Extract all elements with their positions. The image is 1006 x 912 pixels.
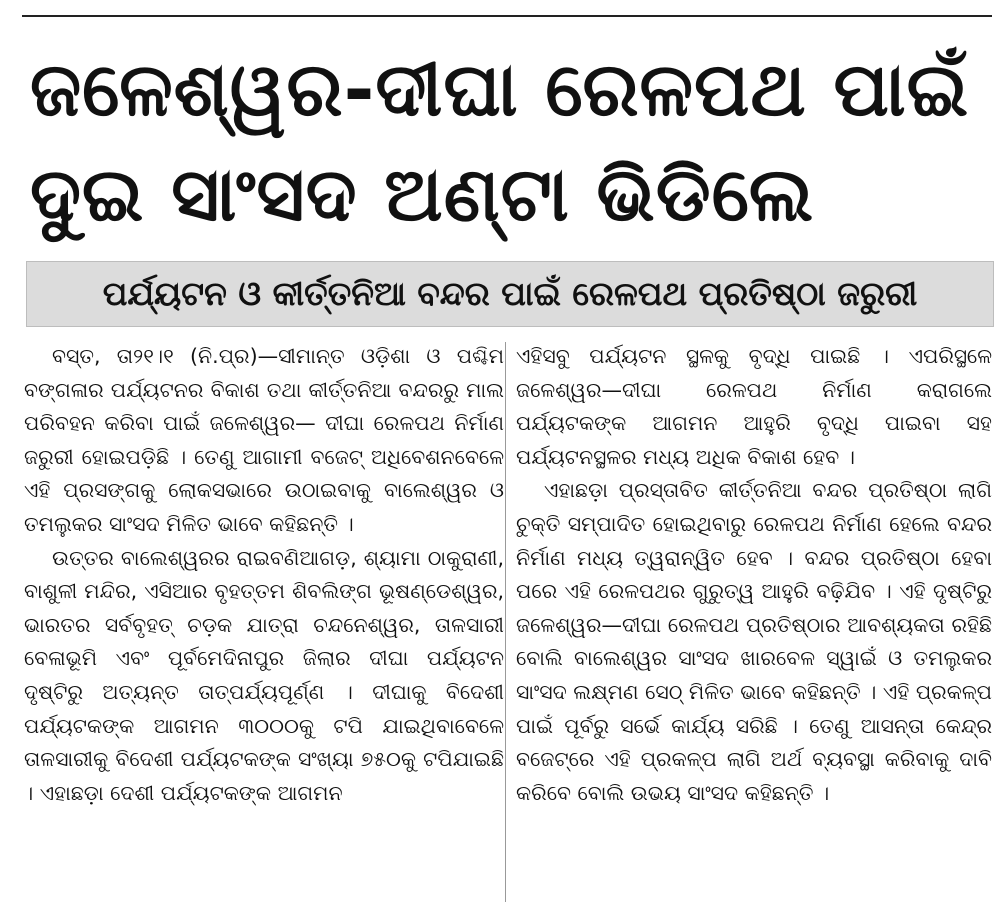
column-divider (505, 342, 506, 902)
subheadline: ପର୍ଯ୍ୟଟନ ଓ କୀର୍ତ୍ତନିଆ ବନ୍ଦର ପାଇଁ ରେଳପଥ ପ୍ରତିଷ୍ଠା ଜରୁରୀ (102, 274, 918, 313)
headline-line-1: ଜଳେଶ୍ୱର-ଦୀଘା ରେଳପଥ ପାଇଁ (30, 47, 970, 133)
headline-line-2: ଦୁଇ ସାଂସଦ ଅଣ୍ଟା ଭିଡିଲେ (30, 152, 815, 238)
subheadline-bar (26, 261, 994, 327)
left-paragraph-2: ଉତ୍ତର ବାଲେଶ୍ୱରର ରାଇବଣିଆଗଡ଼, ଶ୍ୟାମା ଠାକୁରାଣୀ, ବାଶୁଳୀ ମନ୍ଦିର, ଏସିଆର ବୃହତ୍ତମ ଶିବଲିଙ୍ଗ ଭୂଷଣ୍ଡେଶ୍ୱର, ଭାରତର ସର୍ବବୃହତ୍ ଚଡ଼କ ଯାତ୍ରା ଚନ୍ଦନେଶ୍ୱର, ତାଳସାରୀ ବେଳାଭୂମି ଏବଂ ପୂର୍ବମେଦିନାପୁର ଜିଲାର ଦୀଘା ପର୍ଯ୍ୟଟନ ଦୃଷ୍ଟିରୁ ଅତ୍ୟନ୍ତ ତାତ୍ପର୍ଯ୍ୟପୂର୍ଣ୍ଣ । ଦୀଘାକୁ ବିଦେଶୀ ପର୍ଯ୍ୟଟକଙ୍କ ଆଗମନ ୩୦୦୦କୁ ଟପି ଯାଇଥିବାବେଳେ ତାଳସାରୀକୁ ବିଦେଶୀ ପର୍ଯ୍ୟଟକଙ୍କ ସଂଖ୍ୟା ୭୫୦କୁ ଟପିଯାଇଛି । ଏହାଛଡ଼ା ଦେଶୀ ପର୍ଯ୍ୟଟକଙ୍କ ଆଗମନ (24, 545, 504, 805)
article-column-left (24, 340, 504, 905)
top-rule (22, 15, 992, 17)
left-paragraph-1: ବସ୍ତ, ତା୨୧।୧ (ନି.ପ୍ର)—ସୀମାନ୍ତ ଓଡ଼ିଶା ଓ ପଶ୍ଚିମ ବଙ୍ଗଳାର ପର୍ଯ୍ୟଟନର ବିକାଶ ତଥା କୀର୍ତ୍ତନିଆ ବନ୍ଦରରୁ ମାଲ ପରିବହନ କରିବା ପାଇଁ ଜଳେଶ୍ୱର— ଦୀଘା ରେଳପଥ ନିର୍ମାଣ ଜରୁରୀ ହୋଇପଡ଼ିଛି । ତେଣୁ ଆଗାମୀ ବଜେଟ୍ ଅଧିବେଶନବେଳେ ଏହି ପ୍ରସଙ୍ଗକୁ ଲୋକସଭାରେ ଉଠାଇବାକୁ ବାଲେଶ୍ୱର ଓ ତମଲୁକର ସାଂସଦ ମିଳିତ ଭାବେ କହିଛନ୍ତି । (24, 344, 504, 536)
article-column-right (516, 340, 992, 905)
right-paragraph-2: ଏହାଛଡ଼ା ପ୍ରସ୍ତାବିତ କୀର୍ତ୍ତନିଆ ବନ୍ଦର ପ୍ରତିଷ୍ଠା ଲାଗି ଚୁକ୍ତି ସମ୍ପାଦିତ ହୋଇଥିବାରୁ ରେଳପଥ ନିର୍ମାଣ ହେଲେ ବନ୍ଦର ନିର୍ମାଣ ମଧ୍ୟ ତ୍ୱରାନ୍ୱିତ ହେବ । ବନ୍ଦର ପ୍ରତିଷ୍ଠା ହେବା ପରେ ଏହି ରେଳପଥର ଗୁରୁତ୍ୱ ଆହୁରି ବଢ଼ିଯିବ । ଏହି ଦୃଷ୍ଟିରୁ ଜଳେଶ୍ୱର—ଦୀଘା ରେଳପଥ ପ୍ରତିଷ୍ଠାର ଆବଶ୍ୟକତା ରହିଛି ବୋଲି ବାଲେଶ୍ୱର ସାଂସଦ ଖାରବେଳ ସ୍ୱାଇଁ ଓ ତମଲୁକର ସାଂସଦ ଲକ୍ଷ୍ମଣ ସେଠ୍ ମିଳିତ ଭାବେ କହିଛନ୍ତି । ଏହି ପ୍ରକଳ୍ପ ପାଇଁ ପୂର୍ବରୁ ସର୍ଭେ କାର୍ଯ୍ୟ ସରିଛି । ତେଣୁ ଆସନ୍ତା କେନ୍ଦ୍ର ବଜେଟ୍‌ରେ ଏହି ପ୍ରକଳ୍ପ ଲାଗି ଅର୍ଥ ବ୍ୟବସ୍ଥା କରିବାକୁ ଦାବି କରିବେ ବୋଲି ଉଭୟ ସାଂସଦ କହିଛନ୍ତି । (516, 478, 992, 805)
right-paragraph-1: ଏହିସବୁ ପର୍ଯ୍ୟଟନ ସ୍ଥଳକୁ ବୃଦ୍ଧି ପାଇଛି । ଏପରିସ୍ଥଳେ ଜଳେଶ୍ୱର—ଦୀଘା ରେଳପଥ ନିର୍ମାଣ କରାଗଲେ ପର୍ଯ୍ୟଟକଙ୍କ ଆଗମନ ଆହୁରି ବୃଦ୍ଧି ପାଇବା ସହ ପର୍ଯ୍ୟଟନସ୍ଥଳର ମଧ୍ୟ ଅଧିକ ବିକାଶ ହେବ । (516, 344, 992, 469)
